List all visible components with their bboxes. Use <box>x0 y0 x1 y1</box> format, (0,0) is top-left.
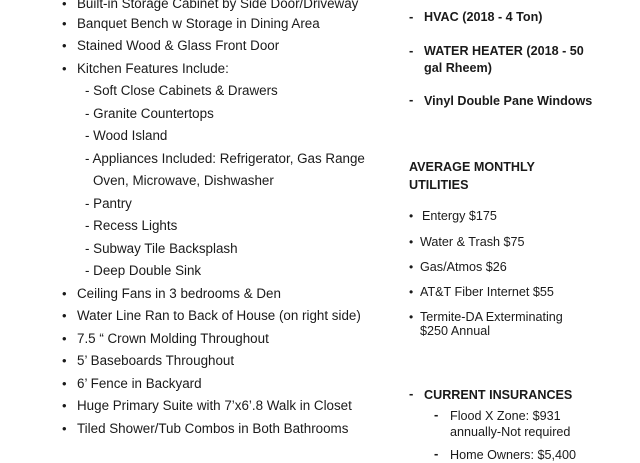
hvac-item: HVAC (2018 - 4 Ton) <box>424 10 543 24</box>
bullet-icon: • <box>62 398 67 413</box>
sub-list-item: - Soft Close Cabinets & Drawers <box>85 83 278 98</box>
bullet-icon: • <box>62 61 67 76</box>
bullet-icon: • <box>62 421 67 436</box>
utility-item: Termite-DA Exterminating <box>420 310 563 324</box>
bullet-icon: • <box>62 353 67 368</box>
windows-item: Vinyl Double Pane Windows <box>424 94 593 108</box>
flood-insurance-item: Flood X Zone: $931 <box>450 409 561 423</box>
home-owners-insurance-item: Home Owners: $5,400 <box>450 448 576 462</box>
bullet-icon: • <box>409 310 414 324</box>
flood-insurance-item-continued: annually-Not required <box>450 425 571 439</box>
list-item: 5’ Baseboards Throughout <box>77 353 235 368</box>
bullet-icon: • <box>62 376 67 391</box>
bullet-icon: • <box>62 16 67 31</box>
bullet-icon: • <box>409 260 414 274</box>
utility-item-continued: $250 Annual <box>420 324 491 338</box>
bullet-icon: • <box>409 209 414 223</box>
insurance-heading: CURRENT INSURANCES <box>424 388 573 402</box>
utility-item: AT&T Fiber Internet $55 <box>420 285 554 299</box>
sub-list-item: - Deep Double Sink <box>85 263 202 278</box>
sub-list-item: - Pantry <box>85 196 132 211</box>
sub-list-item: - Recess Lights <box>85 218 178 233</box>
list-item: 6’ Fence in Backyard <box>77 376 202 391</box>
dash-icon: - <box>434 407 439 422</box>
sub-list-item: - Appliances Included: Refrigerator, Gas Range <box>85 151 365 166</box>
utility-item: Gas/Atmos $26 <box>420 260 507 274</box>
list-item: Kitchen Features Include: <box>77 61 229 76</box>
sub-list-item: - Subway Tile Backsplash <box>85 241 238 256</box>
utilities-heading: AVERAGE MONTHLY <box>409 160 535 174</box>
list-item: Huge Primary Suite with 7’x6’.8 Walk in Closet <box>77 398 352 413</box>
utility-item: Water & Trash $75 <box>420 235 525 249</box>
list-item: 7.5 “ Crown Molding Throughout <box>77 331 269 346</box>
list-item: Ceiling Fans in 3 bedrooms & Den <box>77 286 281 301</box>
list-item: Stained Wood & Glass Front Door <box>77 38 280 53</box>
bullet-icon: • <box>62 286 67 301</box>
bullet-icon: • <box>409 285 414 299</box>
dash-icon: - <box>409 386 414 401</box>
water-heater-item: WATER HEATER (2018 - 50 <box>424 44 584 58</box>
sub-list-item: - Wood Island <box>85 128 168 143</box>
utilities-heading-continued: UTILITIES <box>409 178 469 192</box>
bullet-icon: • <box>62 38 67 53</box>
dash-icon: - <box>409 43 414 58</box>
sub-list-item: - Granite Countertops <box>85 106 214 121</box>
bullet-icon: • <box>62 331 67 346</box>
list-item: Tiled Shower/Tub Combos in Both Bathrooms <box>77 421 349 436</box>
dash-icon: - <box>409 92 414 107</box>
dash-icon: - <box>409 9 414 24</box>
water-heater-item-continued: gal Rheem) <box>424 61 492 75</box>
list-item: Built-in Storage Cabinet by Side Door/Driveway <box>77 0 359 11</box>
utility-item: Entergy $175 <box>422 209 497 223</box>
bullet-icon: • <box>62 308 67 323</box>
list-item: Banquet Bench w Storage in Dining Area <box>77 16 320 31</box>
list-item: Water Line Ran to Back of House (on right side) <box>77 308 361 323</box>
dash-icon: - <box>434 446 439 461</box>
bullet-icon: • <box>409 235 414 249</box>
sub-list-item-continued: Oven, Microwave, Dishwasher <box>93 173 274 188</box>
bullet-icon: • <box>62 0 67 11</box>
